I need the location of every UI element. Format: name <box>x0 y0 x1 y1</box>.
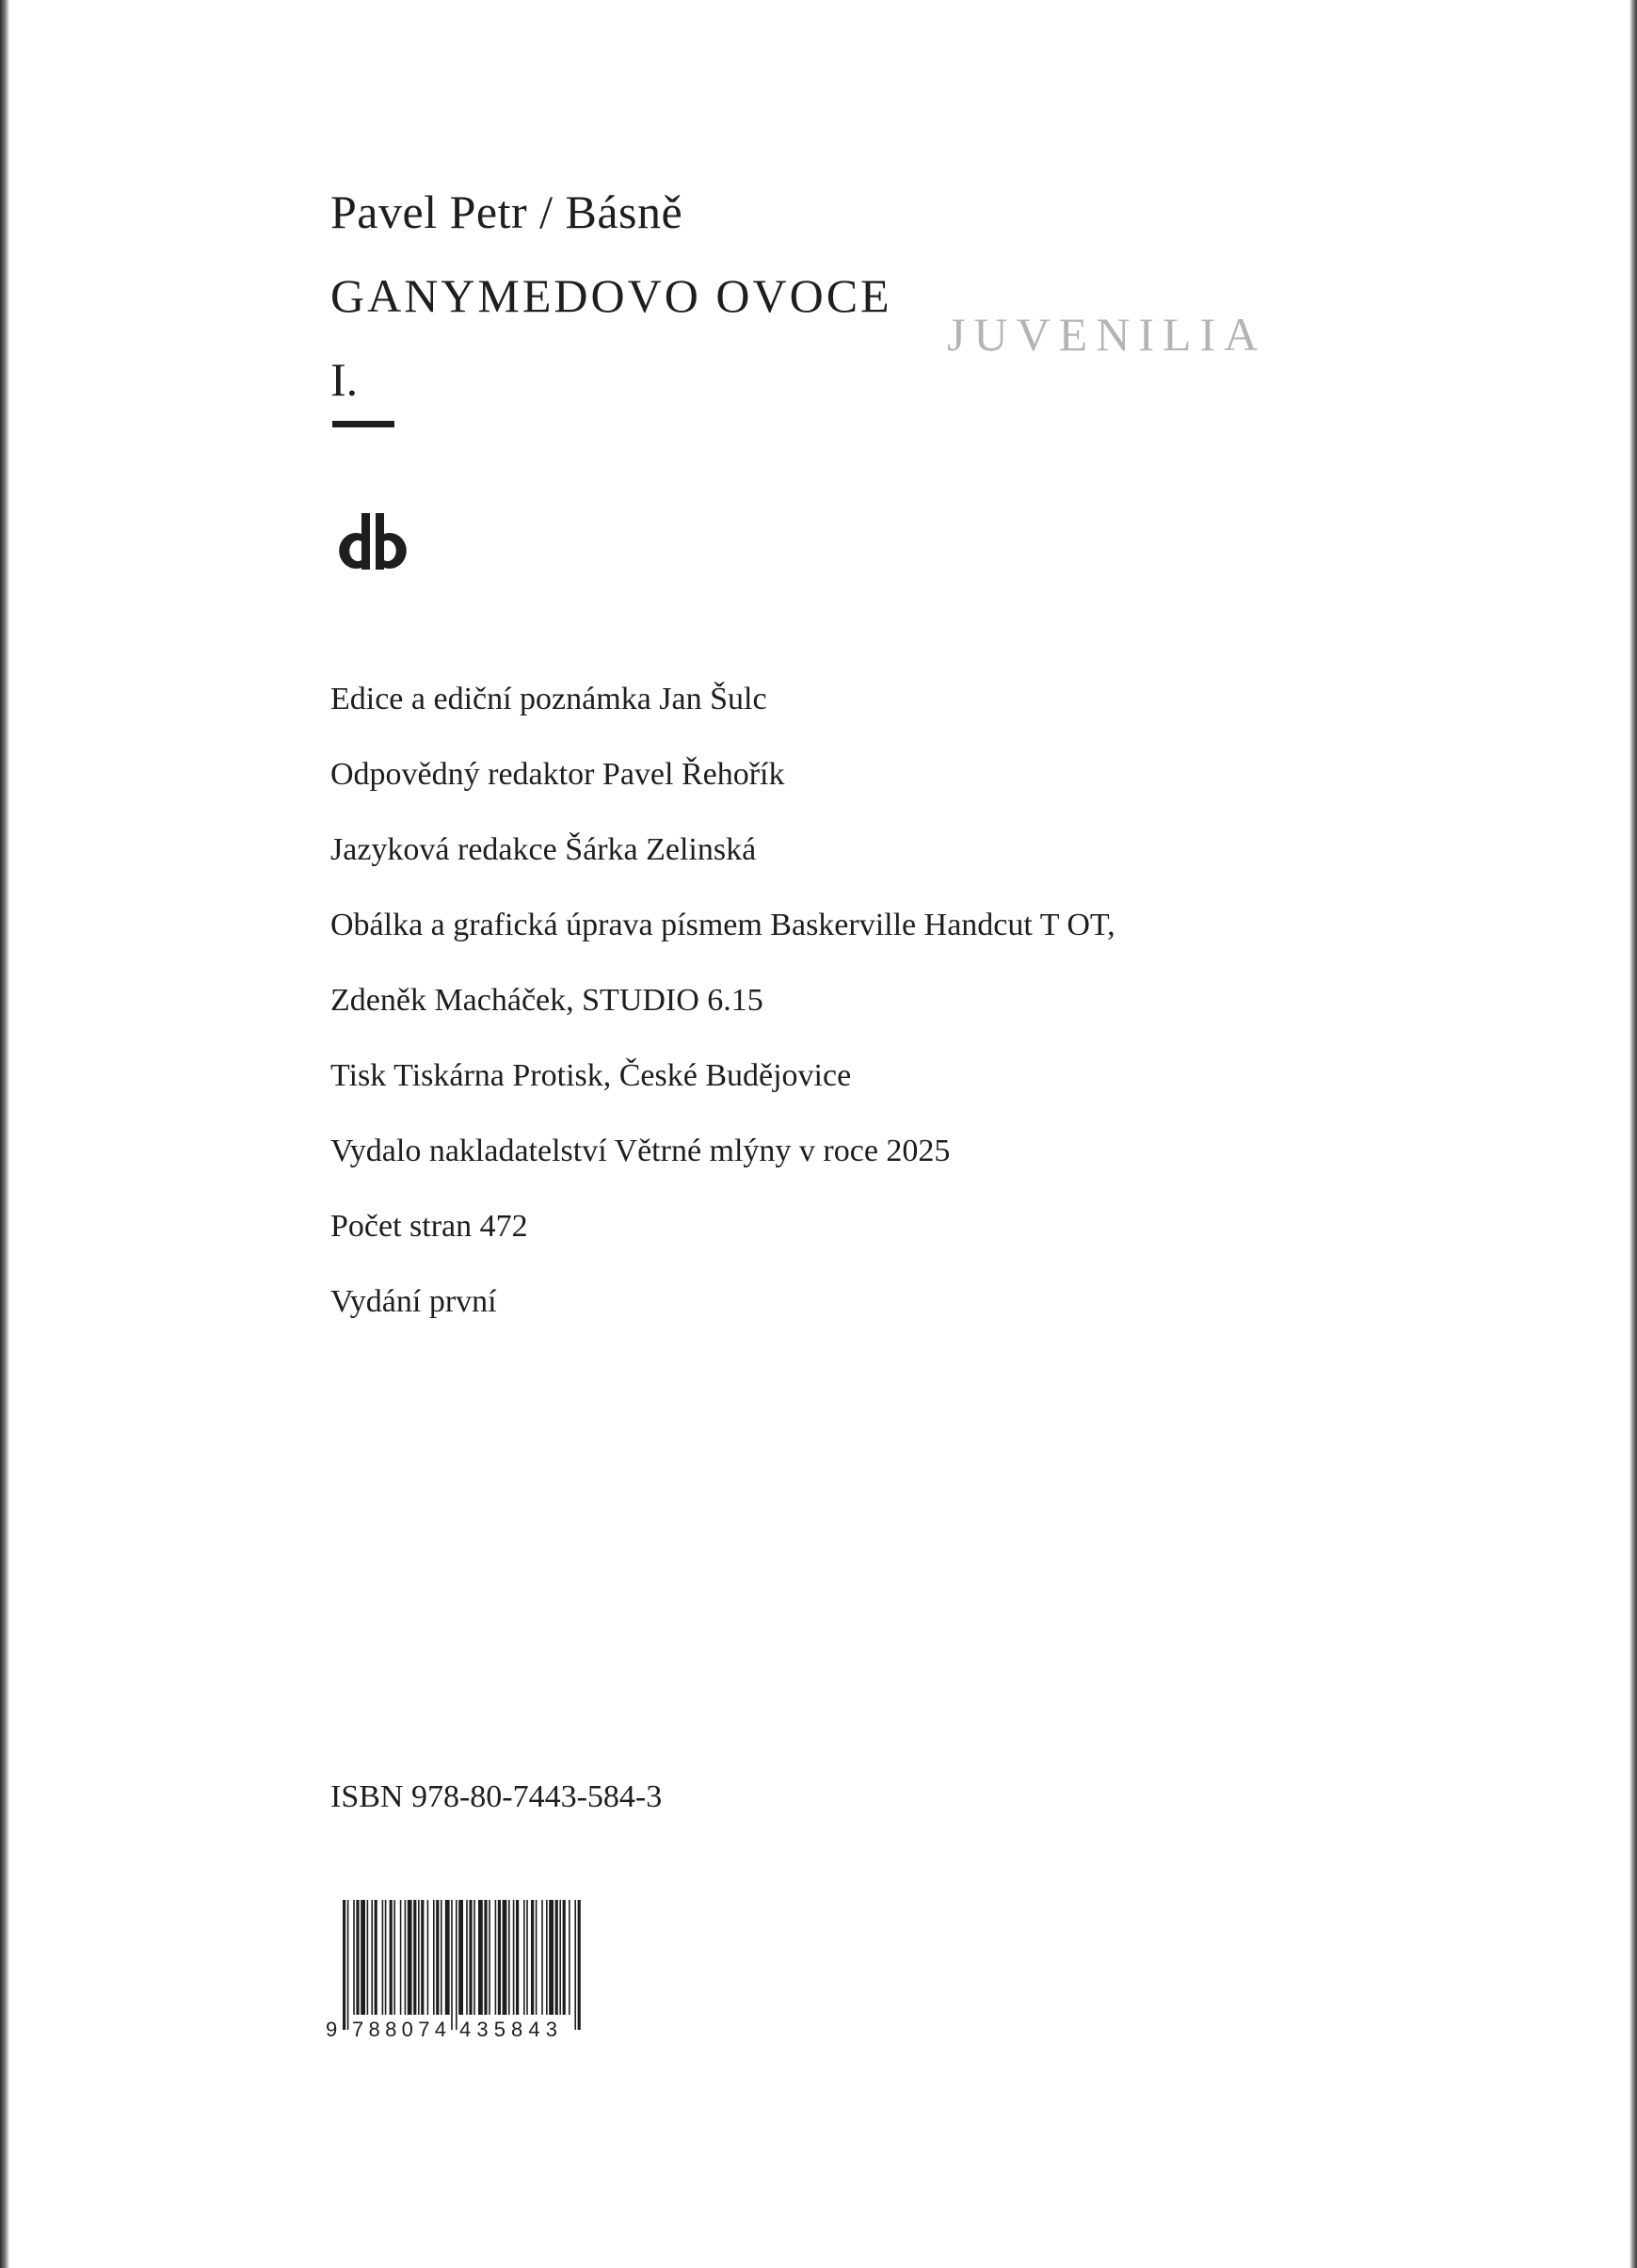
barcode-bar <box>495 1900 497 2015</box>
barcode-bar <box>343 1900 345 2030</box>
barcode-bar <box>563 1900 566 2015</box>
barcode-bar <box>489 1900 490 2015</box>
barcode-bar <box>569 1900 570 2015</box>
barcode-bar <box>393 1900 395 2015</box>
barcode-bar <box>503 1900 507 2015</box>
barcode-bar <box>555 1900 558 2015</box>
barcode-left-digits: 788074 <box>352 2018 446 2039</box>
barcode-bar <box>508 1900 510 2015</box>
book-title: GANYMEDOVO OVOCE <box>330 269 892 322</box>
barcode-bar <box>367 1900 369 2015</box>
book-subtitle: JUVENILIA <box>947 308 1267 361</box>
isbn-number: ISBN 978-80-7443-584-3 <box>330 1779 663 1814</box>
barcode-bar <box>478 1900 483 2015</box>
barcode-bar <box>578 1900 581 2030</box>
barcode-bar <box>390 1900 393 2015</box>
credit-line-cover-design: Obálka a grafická úprava písmem Baskerville Handcut T OT, <box>330 908 1115 942</box>
barcode-bar <box>498 1900 501 2015</box>
barcode-bar <box>546 1900 548 2015</box>
author-line: Pavel Petr / Básně <box>330 185 683 238</box>
barcode-bar <box>433 1900 435 2015</box>
barcode-bar <box>536 1900 538 2015</box>
barcode-bar <box>408 1900 412 2015</box>
isbn-barcode <box>326 1898 589 2039</box>
barcode-bar <box>421 1900 424 2015</box>
barcode-bar <box>458 1900 463 2015</box>
barcode-bar <box>516 1900 519 2015</box>
barcode-bar <box>456 1900 457 2030</box>
credit-line-designer: Zdeněk Macháček, STUDIO 6.15 <box>330 983 763 1018</box>
barcode-bar <box>549 1900 554 2015</box>
barcode-bar <box>405 1900 407 2015</box>
credit-line-printer: Tisk Tiskárna Protisk, České Budějovice <box>330 1058 852 1093</box>
barcode-bar <box>413 1900 416 2015</box>
page-edge-left <box>0 0 9 2268</box>
barcode-bar <box>361 1900 365 2015</box>
barcode-bar <box>574 1900 576 2030</box>
credit-line-responsible-editor: Odpovědný redaktor Pavel Řehořík <box>330 757 785 792</box>
barcode-bar <box>436 1900 439 2015</box>
credit-line-language-editing: Jazyková redakce Šárka Zelinská <box>330 832 757 867</box>
barcode-bar <box>531 1900 534 2015</box>
barcode-bar <box>469 1900 472 2015</box>
publisher-logo-icon <box>330 513 415 570</box>
barcode-bar <box>559 1900 561 2015</box>
barcode-bar <box>451 1900 453 2030</box>
barcode-bar <box>385 1900 387 2015</box>
credit-line-editor: Edice a ediční poznámka Jan Šulc <box>330 682 767 716</box>
barcode-bar <box>441 1900 442 2015</box>
barcode-bar <box>418 1900 420 2015</box>
barcode-bar <box>353 1900 355 2015</box>
volume-number: I. <box>330 353 359 406</box>
title-rule <box>332 421 394 427</box>
barcode-bar <box>513 1900 515 2015</box>
page-edge-right <box>1629 0 1637 2268</box>
barcode-bar <box>466 1900 468 2015</box>
barcode-bar <box>473 1900 475 2015</box>
barcode-bar <box>382 1900 384 2015</box>
barcode-bar <box>427 1900 429 2015</box>
barcode-right-digits: 435843 <box>459 2018 557 2039</box>
barcode-bar <box>526 1900 528 2015</box>
barcode-bar <box>371 1900 373 2015</box>
barcode-bar <box>347 1900 349 2030</box>
barcode-bar <box>356 1900 359 2015</box>
barcode-bar <box>375 1900 377 2015</box>
credit-line-edition: Vydání první <box>330 1284 497 1319</box>
barcode-lead-digit: 9 <box>326 2018 338 2039</box>
credit-line-publisher: Vydalo nakladatelství Větrné mlýny v roce 2025 <box>330 1134 951 1168</box>
barcode-bar <box>541 1900 543 2015</box>
barcode-bar <box>484 1900 487 2015</box>
barcode-bar <box>523 1900 525 2015</box>
credits-list <box>330 662 1115 1340</box>
credit-line-page-count: Počet stran 472 <box>330 1209 528 1244</box>
barcode-bar <box>445 1900 450 2015</box>
barcode-bar <box>400 1900 402 2015</box>
